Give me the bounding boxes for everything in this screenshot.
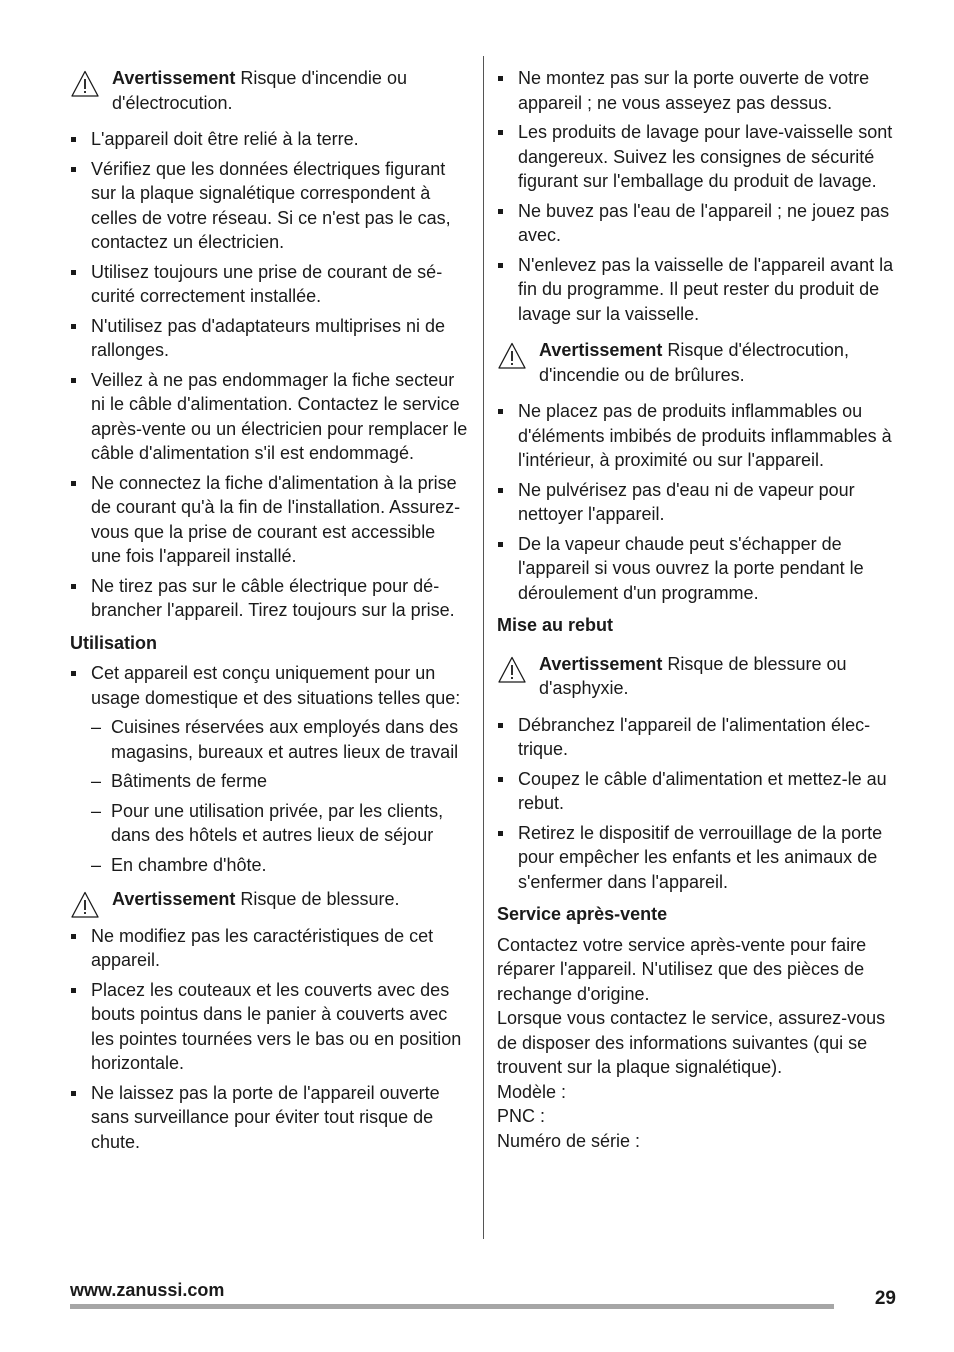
dash-item: – En chambre d'hôte. [91, 853, 470, 878]
list-item: Placez les couteaux et les couverts avec des bouts pointus dans le panier à couverts avec les pointes tournées vers le bas ou en position horizontale. [70, 978, 470, 1076]
footer-rule [70, 1304, 834, 1309]
list-item: Ne laissez pas la porte de l'appareil ouverte sans surveillance pour éviter tout risque de chute. [70, 1081, 470, 1155]
list-item: Utilisez toujours une prise de courant de sécurité correctement installée. [70, 260, 470, 309]
list-item: Ne connectez la fiche d'alimentation à la prise de courant qu'à la fin de l'installation. Assurez-vous que la prise de courant est accessible une fois l'appareil installé. [70, 471, 470, 569]
section-heading-utilisation: Utilisation [70, 632, 158, 653]
service-paragraph: Lorsque vous contactez le service, assurez-vous de disposer des informations suivantes (qui se trouvent sur la plaque signalétique). [497, 1008, 886, 1077]
dash-list [91, 715, 470, 877]
warning-block [497, 338, 897, 387]
right-column [497, 66, 897, 1153]
dash-item: – Pour une utilisation privée, par les clients, dans des hôtels et autres lieux de séjour [91, 799, 470, 848]
warning-block [70, 887, 470, 912]
list-item: De la vapeur chaude peut s'échapper de l'appareil si vous ouvrez la porte pendant le déroulement d'un programme. [497, 532, 897, 606]
bullet-list [497, 713, 897, 895]
bullet-list [497, 399, 897, 605]
footer-website-link[interactable]: www.zanussi.com [70, 1280, 225, 1300]
warning-title: Avertissement [112, 889, 236, 909]
list-item: N'utilisez pas d'adaptateurs multiprises ni de rallonges. [70, 314, 470, 363]
list-item: Débranchez l'appareil de l'alimentation électrique. [497, 713, 897, 762]
warning-text: Risque d'incendie ou d'électrocution. [112, 68, 407, 113]
service-field-pnc: PNC : [497, 1106, 546, 1126]
bullet-list [497, 66, 897, 326]
page-number: 29 [874, 1288, 896, 1309]
warning-icon [70, 69, 100, 99]
column-divider [483, 56, 484, 1239]
warning-block [70, 66, 470, 115]
list-item: Ne modifiez pas les caractéristiques de cet appareil. [70, 924, 470, 973]
warning-text: Risque d'électrocution, d'incendie ou de brûlures. [539, 340, 849, 385]
list-item: L'appareil doit être relié à la terre. [70, 127, 470, 152]
list-item: Ne placez pas de produits inflammables ou d'éléments imbibés de produits inflammables à l'intérieur, à proximité ou sur l'appareil. [497, 399, 897, 473]
warning-text: Risque de blessure. [240, 889, 400, 909]
left-column [70, 66, 470, 1159]
list-item: Vérifiez que les données électriques figurant sur la plaque signalétique correspondent à celles de votre réseau. Si ce n'est pas le cas, contactez un électricien. [70, 157, 470, 255]
warning-text: Risque de blessure ou d'asphyxie. [539, 653, 847, 698]
list-item: Retirez le dispositif de verrouillage de la porte pour empêcher les enfants et les animaux de s'enfermer dans l'appareil. [497, 821, 897, 895]
warning-title: Avertissement [539, 653, 663, 674]
dash-item: – Cuisines réservées aux employés dans des magasins, bureaux et autres lieux de travail [91, 715, 470, 764]
bullet-list [70, 924, 470, 1155]
section-heading-service: Service après-vente [497, 904, 668, 924]
list-item: Ne buvez pas l'eau de l'appareil ; ne jouez pas avec. [497, 199, 897, 248]
warning-icon [70, 890, 100, 920]
list-item-text: Cet appareil est conçu uniquement pour un usage domestique et des situations telles que: [91, 663, 461, 708]
warning-icon [497, 655, 527, 685]
bullet-list [70, 661, 470, 877]
service-field-serie: Numéro de série : [497, 1130, 641, 1151]
list-item: Ne montez pas sur la porte ouverte de votre appareil ; ne vous asseyez pas dessus. [497, 66, 897, 115]
list-item: N'enlevez pas la vaisselle de l'appareil avant la fin du programme. Il peut rester du produit de lavage sur la vaisselle. [497, 253, 897, 327]
section-heading-mise-au-rebut: Mise au rebut [497, 615, 614, 635]
list-item: Les produits de lavage pour lave-vaisselle sont dangereux. Suivez les consignes de sécurité figurant sur l'emballage du produit de lavage. [497, 120, 897, 194]
list-item: Ne pulvérisez pas d'eau ni de vapeur pour nettoyer l'appareil. [497, 478, 897, 527]
dash-item: – Bâtiments de ferme [91, 769, 470, 794]
list-item: Coupez le câble d'alimentation et mettez-le au rebut. [497, 767, 897, 816]
list-item [70, 661, 470, 877]
list-item: Veillez à ne pas endommager la fiche secteur ni le câble d'alimentation. Contactez le service après-vente ou un électricien pour remplacer le câble d'alimentation s'il est endommagé. [70, 368, 470, 466]
service-paragraph: Contactez votre service après-vente pour faire réparer l'appareil. N'utilisez que des pièces de rechange d'origine. [497, 934, 867, 1004]
warning-title: Avertissement [112, 68, 236, 88]
warning-title: Avertissement [539, 340, 663, 360]
warning-block [497, 652, 897, 701]
service-field-modele: Modèle : [497, 1081, 567, 1102]
warning-icon [497, 341, 527, 371]
list-item: Ne tirez pas sur le câble électrique pour débrancher l'appareil. Tirez toujours sur la prise. [70, 574, 470, 623]
bullet-list [70, 127, 470, 623]
